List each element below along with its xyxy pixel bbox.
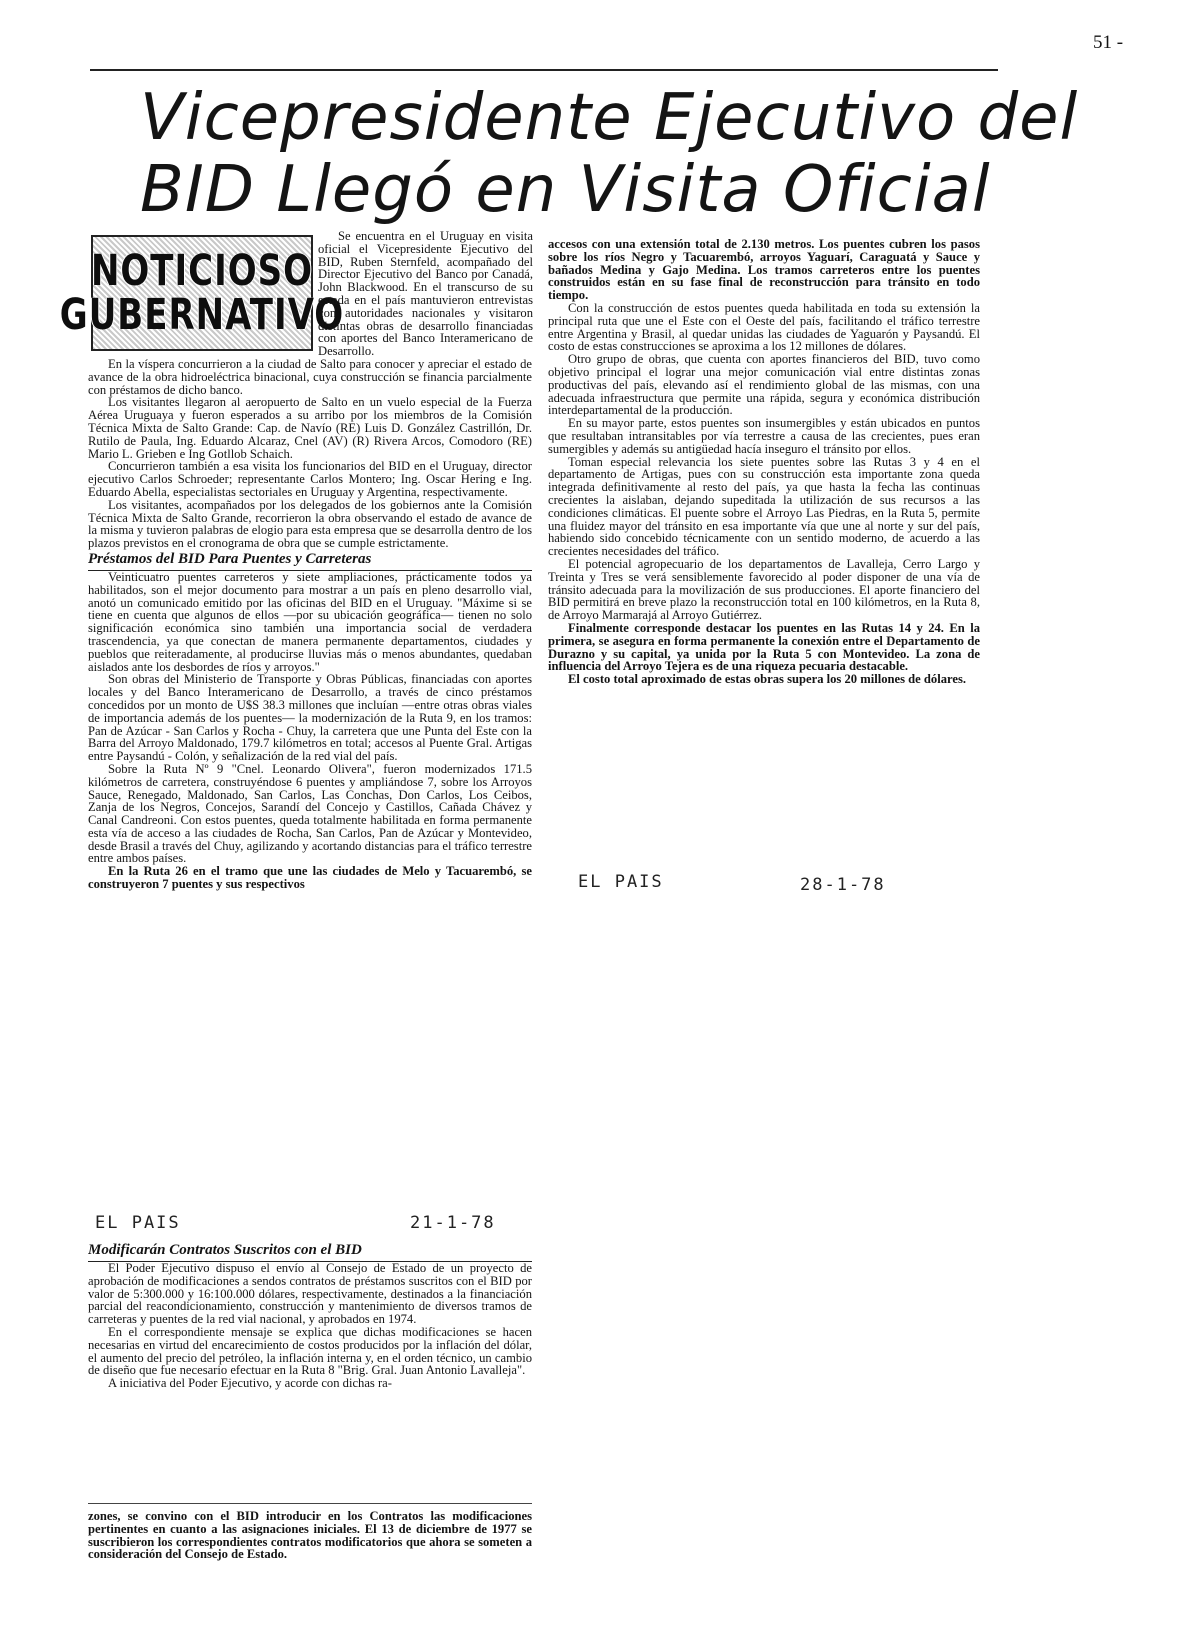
article-left-column <box>88 358 532 1158</box>
paragraph: El Poder Ejecutivo dispuso el envío al Consejo de Estado de un proyecto de aprobación de modificaciones a sendos contratos de préstamos suscritos con el BID por valor de 5:300.000 y 16:100.000 dólares, respectivamente, destinados a la financiación parcial del reacondicionamiento, construcción y mantenimiento de diversos tramos de carreteras y puentes de la red vial nacional, y aprobados en 1974. <box>88 1261 532 1327</box>
badge-line-2: GUBERNATIVO <box>59 290 345 340</box>
paragraph: En la víspera concurrieron a la ciudad de Salto para conocer y apreciar el estado de avance de la obra hidroeléctrica binacional, cuya construcción se financia parcialmente con préstamos de dicho banco. <box>88 358 532 397</box>
noticioso-gubernativo-badge <box>59 235 345 351</box>
paragraph: En su mayor parte, estos puentes son insumergibles y están ubicados en puntos que resultaban intransitables por vía terrestre a causa de las crecientes, pues eran sumergibles y además su antigüedad hacía inseguro el tránsito por ellos. <box>548 416 980 456</box>
subheading-prestamos: Préstamos del BID Para Puentes y Carreteras <box>88 550 532 571</box>
paragraph: accesos con una extensión total de 2.130 metros. Los puentes cubren los pasos sobre los ríos Negro y Tacuarembó, arroyos Yaguarí, Caraguatá y Sauce y bañados Medina y Gajo Medina. Los tramos carreteros entre los puentes construidos están en su fase final de reconstrucción para tránsito en todo tiempo. <box>548 238 980 303</box>
paragraph: Concurrieron también a esa visita los funcionarios del BID en el Uruguay, director ejecutivo Carlos Schroeder; representante Carlos Montero; Ing. Oscar Hering e Ing. Eduardo Abella, especialistas sectoriales en Uruguay y Argentina, respectivamente. <box>88 459 532 499</box>
paragraph: El costo total aproximado de estas obras supera los 20 millones de dólares. <box>568 672 966 687</box>
paragraph: El potencial agropecuario de los departamentos de Lavalleja, Cerro Largo y Treinta y Tres se verá sensiblemente favorecido al poder disponer de una vía de tránsito adecuada para la movilización de sus producciones. El aporte financiero del BID permitirá en breve plazo la reconstrucción total en 100 kilómetros, en la Ruta 8, de Arroyo Marmarajá al Arroyo Gutiérrez. <box>548 556 980 623</box>
paragraph: Toman especial relevancia los siete puentes sobre las Rutas 3 y 4 en el departamento de Artigas, pues con su construcción esta importante zona queda integrada definitivamente al resto del país, ya que hasta la fecha las continuas crecientes la aislaban, dejando supeditada la utilización de sus recursos a las condiciones climáticas. El puente sobre el Arroyo Las Piedras, en la Ruta 5, permite una fluidez mayor del tránsito en esa importante vía que une al norte y sur del país, habiendo sido concebido técnicamente con un sentido moderno, de acuerdo a las crecientes necesidades del tráfico. <box>548 454 980 559</box>
paragraph: Veinticuatro puentes carreteros y siete ampliaciones, prácticamente todos ya habilitados, son el mejor documento para mostrar a un país en pleno desarrollo vial, anotó un comunicado emitido por las oficinas del BID en el Uruguay. "Máxime si se tiene en cuenta que algunos de ellos —por su ubicación geográfica— tienen no solo significación económica sino también una importancia social de verdadera trascendencia, ya que conectan de manera permanente departamentos, ciudades y pueblos que reiteradamente, al producirse lluvias más o menos abundantes, quedaban aislados ante los desbordes de ríos y arroyos." <box>88 569 532 674</box>
handwritten-date-left: 21-1-78 <box>410 1213 496 1233</box>
article-lead <box>318 230 533 358</box>
handwritten-source-right: EL PAIS <box>578 872 664 892</box>
paragraph: En la Ruta 26 en el tramo que une las ciudades de Melo y Tacuarembó, se construyeron 7 puentes y sus respectivos <box>88 864 532 892</box>
paragraph: Con la construcción de estos puentes queda habilitada en toda su extensión la principal ruta que une el Este con el Oeste del país, facilitando el tráfico terrestre entre Argentina y Brasil, al quedar unidas las ciudades de Yaguarón y Paysandú. El costo de estas construcciones se aproxima a los 12 millones de dólares. <box>548 300 980 354</box>
lead-paragraph: Se encuentra en el Uruguay en visita oficial el Vicepresidente Ejecutivo del BID, Ruben Sternfeld, acompañado del Director Ejecutivo del Banco por Canadá, John Blackwood. En el transcurso de su estada en el país mantuvieron entrevistas con autoridades nacionales y visitaron distintas obras de desarrollo financiadas con aportes del Banco Interamericano de Desarrollo. <box>318 229 533 359</box>
article-2-continuation <box>88 1510 532 1585</box>
top-rule <box>90 69 998 71</box>
headline-line-1: Vicepresidente Ejecutivo del <box>140 81 1079 155</box>
paragraph: Los visitantes, acompañados por los delegados de los gobiernos ante la Comisión Técnica Mixta de Salto Grande, recorrieron la obra observando el estado de avance de la misma y tuvieron palabras de elogio para esta empresa que se desarrolla dentro de los plazos previstos en el cronograma de obra que se cumple estrictamente. <box>88 497 532 551</box>
article-2-heading: Modificarán Contratos Suscritos con el BID <box>88 1241 532 1262</box>
badge-line-1: NOTICIOSO <box>90 246 314 296</box>
article-right-column <box>548 238 980 863</box>
page-number: 51 - <box>1093 32 1124 53</box>
handwritten-date-right: 28-1-78 <box>800 875 886 895</box>
headline <box>140 81 1079 227</box>
handwritten-source-left: EL PAIS <box>95 1213 181 1233</box>
paragraph: Sobre la Ruta Nº 9 "Cnel. Leonardo Olivera", fueron modernizados 171.5 kilómetros de carretera, construyéndose 6 puentes y ampliándose 7, sobre los Arroyos Sauce, Renegado, Maldonado, San Carlos, Las Conchas, Don Carlos, Los Ceibos, Zanja de los Negros, Concejos, Sarandí del Concejo y Castillos, Cañada Chávez y Canal Candreoni. Con estos puentes, queda totalmente habilitada en forma permanente esta vía de acceso a las ciudades de Rocha, San Carlos, Pan de Azúcar y Montevideo, desde Brasil a través del Chuy, agilizando y acortando distancias para el tráfico terrestre entre ambos países. <box>88 761 532 866</box>
paragraph: A iniciativa del Poder Ejecutivo, y acorde con dichas ra- <box>108 1376 392 1391</box>
article-2 <box>88 1241 532 1496</box>
separator-rule <box>88 1503 532 1504</box>
paragraph: Otro grupo de obras, que cuenta con aportes financieros del BID, tuvo como objetivo principal el lograr una mejor comunicación vial entre distintas zonas productivas del país, elevando así el rendimiento global de las mismas, con una adecuada infraestructura que permite una rápida, segura y económica distribución interdepartamental de la producción. <box>548 352 980 418</box>
paragraph: En el correspondiente mensaje se explica que dichas modificaciones se hacen necesarias en virtud del encarecimiento de costos producidos por la inflación del dólar, el aumento del precio del petróleo, la inflación interna y, en el orden técnico, un cambio de diseño que fue necesario efectuar en la Ruta 8 "Brig. Gral. Juan Antonio Lavalleja". <box>88 1324 532 1378</box>
paragraph: Los visitantes llegaron al aeropuerto de Salto en un vuelo especial de la Fuerza Aérea Uruguaya y fueron esperados a su arribo por los miembros de la Comisión Técnica Mixta de Salto Grande: Cap. de Navío (RE) Luis D. González Castrillón, Dr. Rutilo de Paula, Ing. Eduardo Alcaraz, Cnel (AV) (R) Rivera Arcos, Comodoro (RE) Mario L. Grieben e Ing Gotllob Schaich. <box>88 395 532 461</box>
paragraph: Finalmente corresponde destacar los puentes en las Rutas 14 y 24. En la primera, se asegura en forma permanente la conexión entre el Departamento de Durazno y su capital, ya unida por la Ruta 5 con Montevideo. La zona de influencia del Arroyo Tejera es de una riqueza pecuaria destacable. <box>548 620 980 674</box>
paragraph: Son obras del Ministerio de Transporte y Obras Públicas, financiadas con aportes locales y del Banco Interamericano de Desarrollo, a través de cinco préstamos concedidos por un monto de U$S 38.3 millones que incluían —entre otras obras viales de importancia además de los puentes— la modernización de la Ruta 9, en los tramos: Pan de Azúcar - San Carlos y Rocha - Chuy, la carretera que une Punta del Este con la Barra del Arroyo Maldonado, 179.7 kilómetros en total; accesos al Puente Gral. Artigas entre Paysandú - Colón, y señalización de la red vial del país. <box>88 672 532 764</box>
headline-line-2: BID Llegó en Visita Oficial <box>140 153 991 227</box>
paragraph: zones, se convino con el BID introducir en los Contratos las modificaciones pertinentes en cuanto a las asignaciones iniciales. El 13 de diciembre de 1977 se suscribieron los correspondientes contratos modificatorios que ahora se someten a consideración del Consejo de Estado. <box>88 1510 532 1562</box>
